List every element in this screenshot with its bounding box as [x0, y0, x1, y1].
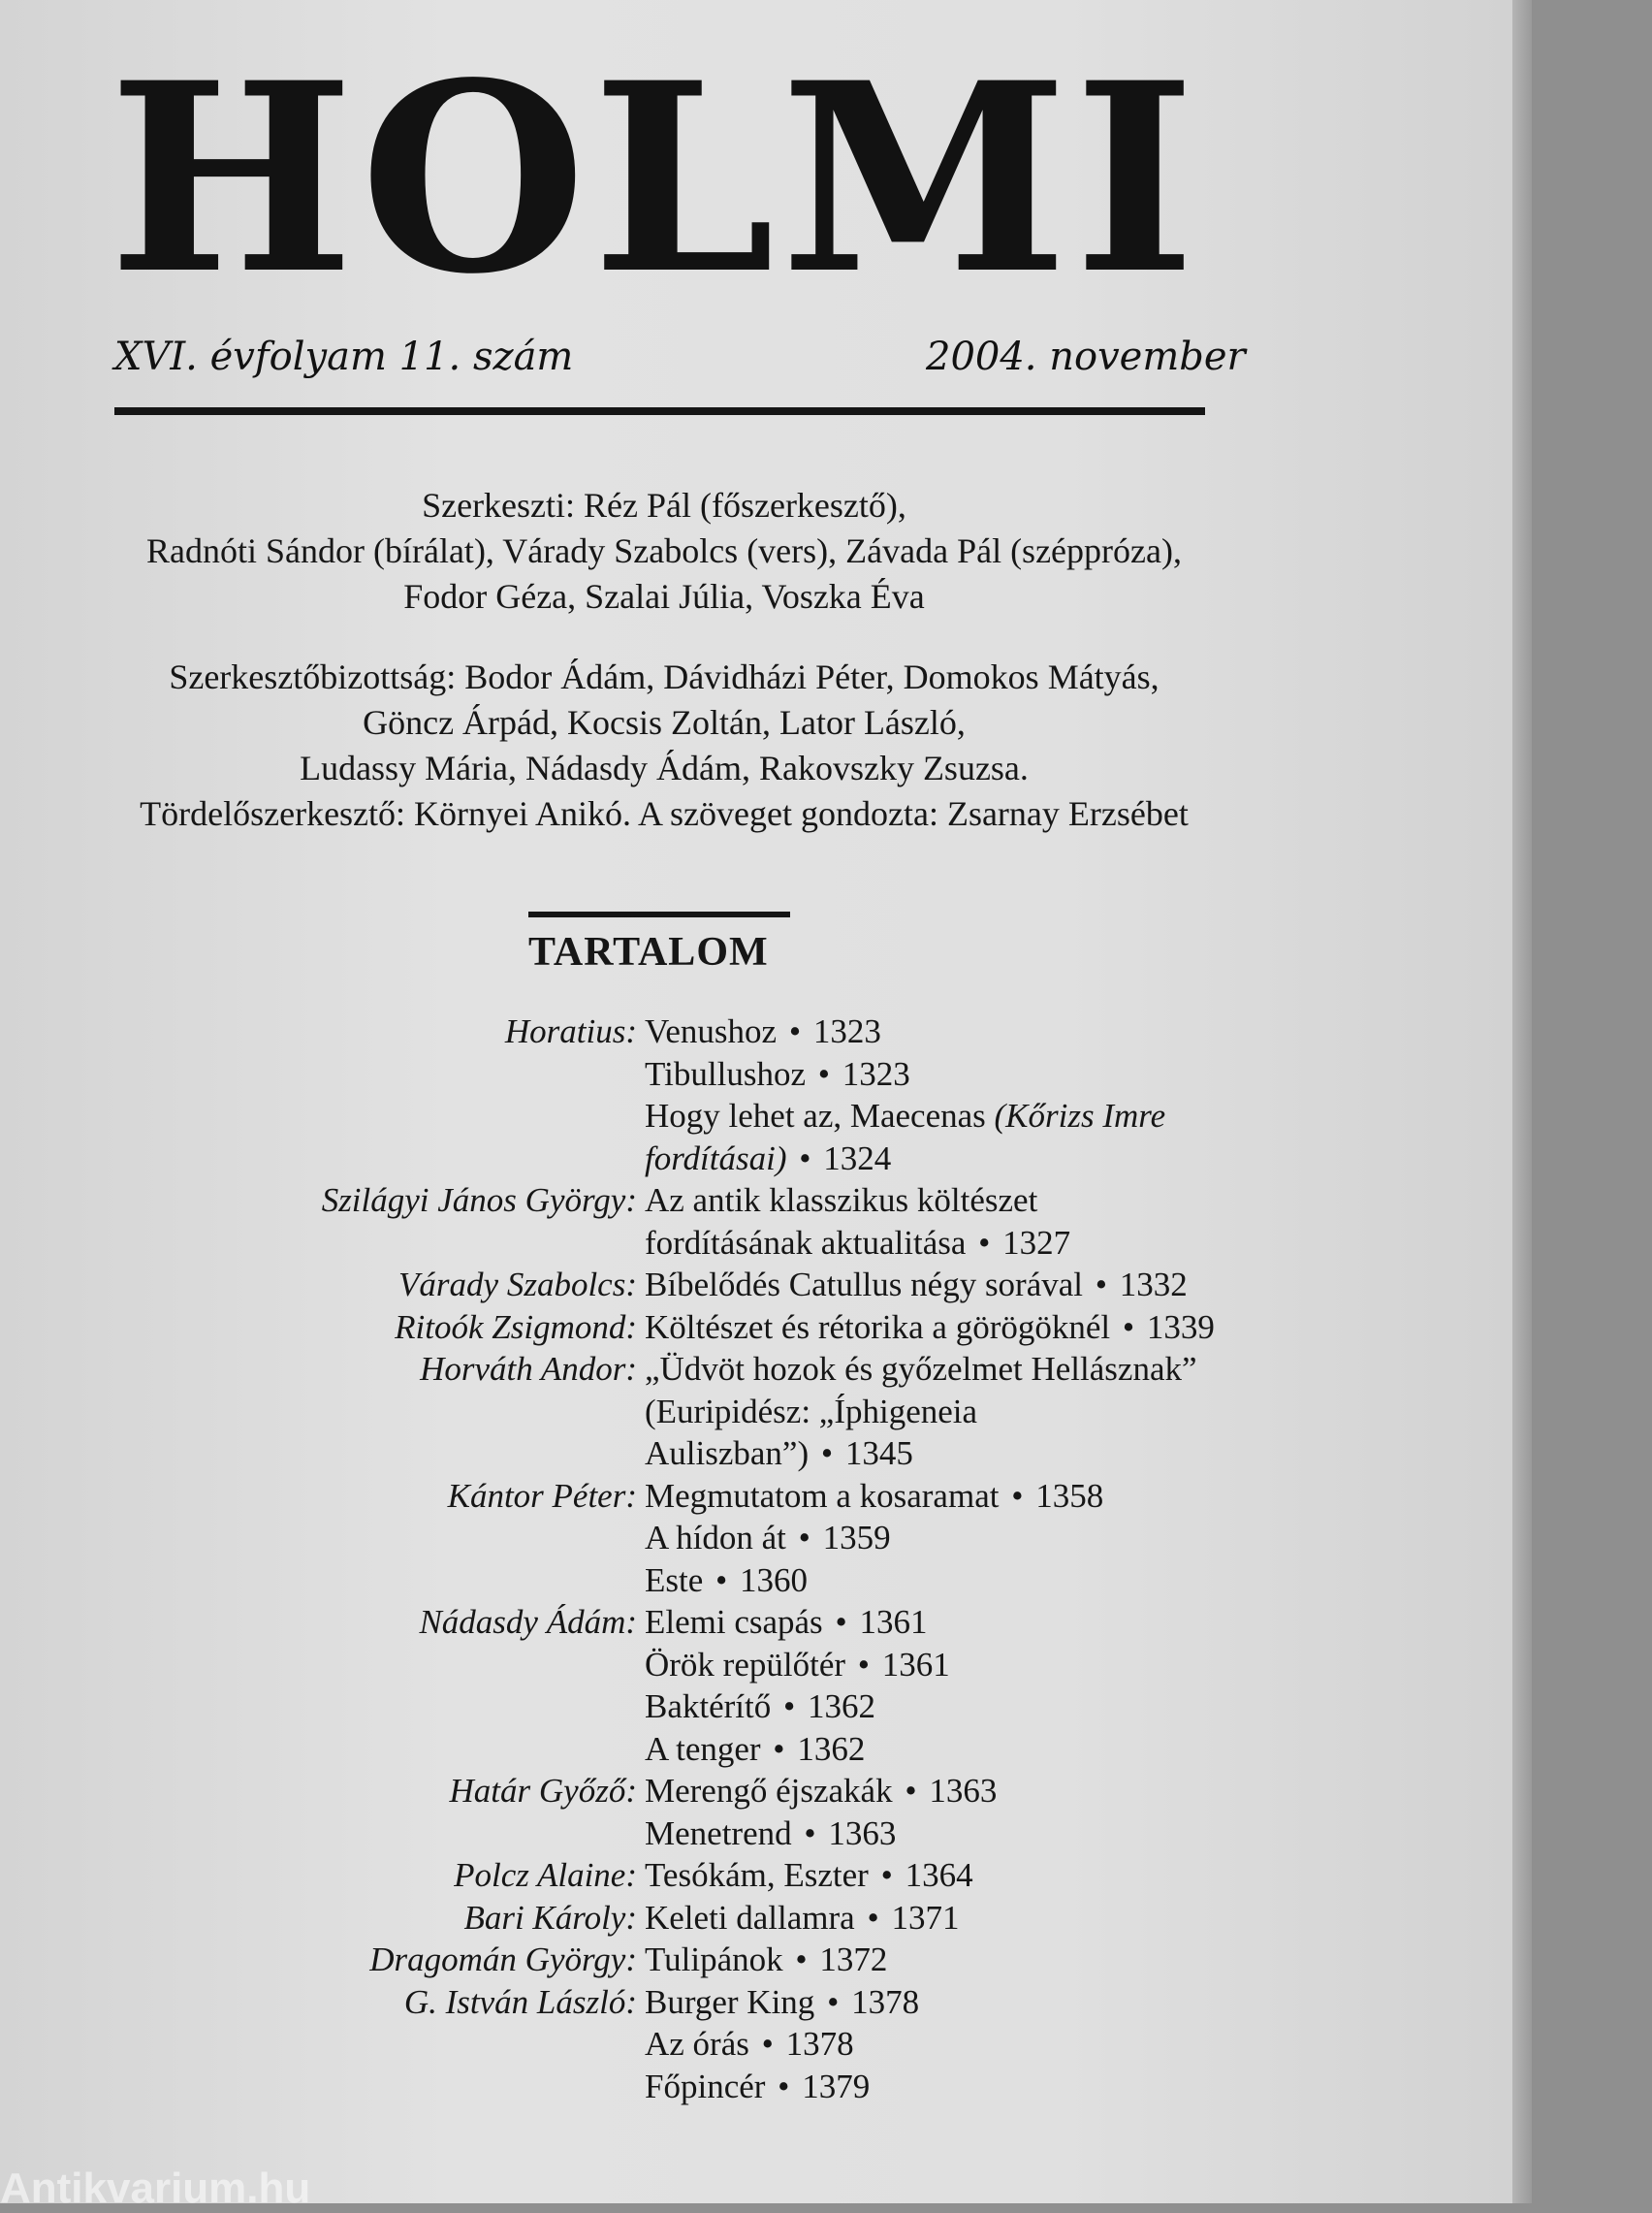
- editors-line: Fodor Géza, Szalai Júlia, Voszka Éva: [403, 577, 925, 616]
- page-number: 1339: [1146, 1307, 1215, 1346]
- bullet-separator: •: [1011, 1476, 1024, 1515]
- work-title: A hídon át: [645, 1519, 786, 1556]
- toc-work-line: [645, 1222, 1382, 1265]
- watermark-text: Antikvarium.hu: [0, 2165, 311, 2212]
- page-number: 1345: [844, 1434, 913, 1472]
- toc-author: Kántor Péter:: [447, 1476, 637, 1515]
- toc-author: Várady Szabolcs:: [398, 1266, 637, 1303]
- page-number: 1364: [905, 1856, 973, 1894]
- toc-entry: [58, 1897, 1396, 1940]
- toc-work-line: [645, 1981, 1382, 2024]
- work-title: Venushoz: [645, 1012, 778, 1050]
- toc-work-line: [645, 1897, 1382, 1940]
- toc-work-line: [645, 1432, 1382, 1475]
- board-block: [39, 655, 1289, 837]
- work-title: Hogy lehet az, Maecenas: [645, 1097, 986, 1135]
- work-title: Tesókám, Eszter: [645, 1856, 869, 1894]
- bullet-separator: •: [880, 1856, 893, 1894]
- toc-entry: [58, 1981, 1396, 2108]
- toc-work-line: [645, 1391, 1382, 1433]
- bullet-separator: •: [1095, 1266, 1108, 1303]
- masthead-rule: [114, 407, 1205, 415]
- toc-work-line: [645, 1053, 1382, 1096]
- board-line: Göncz Árpád, Kocsis Zoltán, Lator László,: [363, 703, 966, 742]
- toc-work-line: [645, 1348, 1382, 1391]
- bullet-separator: •: [798, 1519, 810, 1556]
- work-title: Menetrend: [645, 1813, 792, 1852]
- issue-volume: XVI. évfolyam 11. szám: [114, 335, 574, 379]
- work-title: Baktérítő: [645, 1687, 772, 1725]
- toc-entry: [58, 1475, 1396, 1602]
- toc-work-line: [645, 1601, 1382, 1644]
- toc-works: [645, 1897, 1382, 1940]
- toc-work-line: [645, 1138, 1382, 1180]
- toc-works: [645, 1348, 1382, 1475]
- work-title: Elemi csapás: [645, 1603, 823, 1641]
- bullet-separator: •: [905, 1772, 917, 1810]
- work-title: Bíbelődés Catullus négy sorával: [645, 1266, 1084, 1303]
- bullet-separator: •: [799, 1139, 811, 1177]
- page-number: 1360: [740, 1560, 809, 1599]
- bullet-separator: •: [795, 1940, 808, 1978]
- toc-work-line: [645, 1010, 1382, 1053]
- toc-author: Horatius:: [504, 1012, 637, 1050]
- toc-author: Nádasdy Ádám:: [419, 1603, 637, 1641]
- toc-entry: [58, 1306, 1396, 1349]
- bullet-separator: •: [788, 1012, 802, 1050]
- toc-work-line: [645, 1770, 1382, 1812]
- page-number: 1362: [797, 1729, 866, 1768]
- toc-works: [645, 1179, 1382, 1264]
- page-number: 1323: [842, 1054, 910, 1093]
- bullet-separator: •: [1122, 1307, 1135, 1346]
- toc-entry: [58, 1854, 1396, 1897]
- page-number: 1362: [808, 1687, 876, 1725]
- work-title: Örök repülőtér: [645, 1645, 846, 1684]
- bullet-separator: •: [978, 1223, 991, 1262]
- work-title: Keleti dallamra: [645, 1898, 855, 1937]
- bullet-separator: •: [817, 1054, 830, 1093]
- work-title: „Üdvöt hozok és győzelmet Hellásznak”: [645, 1350, 1197, 1388]
- toc-entry: [58, 1264, 1396, 1306]
- bullet-separator: •: [761, 2025, 774, 2063]
- bullet-separator: •: [835, 1603, 847, 1641]
- work-title: fordításának aktualitása: [645, 1223, 967, 1262]
- toc-entry: [58, 1348, 1396, 1475]
- bullet-separator: •: [867, 1898, 879, 1937]
- toc-author: Dragomán György:: [369, 1940, 637, 1978]
- page-number: 1359: [822, 1519, 891, 1556]
- toc-author: Polcz Alaine:: [454, 1856, 637, 1894]
- work-title: Burger King: [645, 1982, 815, 2021]
- page-number: 1332: [1119, 1266, 1188, 1303]
- toc-work-line: [645, 1728, 1382, 1771]
- work-title: Az órás: [645, 2025, 749, 2063]
- issue-date: 2004. november: [926, 335, 1246, 379]
- bullet-separator: •: [715, 1560, 728, 1599]
- toc-work-line: [645, 1517, 1382, 1559]
- page-number: 1361: [859, 1603, 928, 1641]
- bullet-separator: •: [778, 2067, 790, 2105]
- toc-work-line: [645, 1475, 1382, 1518]
- toc-entry: [58, 1939, 1396, 1981]
- editors-line: Radnóti Sándor (bírálat), Várady Szabolcs (vers), Závada Pál (széppróza),: [146, 531, 1182, 570]
- work-title: Főpincér: [645, 2067, 766, 2105]
- board-line: Szerkesztőbizottság: Bodor Ádám, Dávidházi Péter, Domokos Mátyás,: [169, 657, 1160, 696]
- page-number: 1371: [891, 1898, 960, 1937]
- page-number: 1327: [1002, 1223, 1071, 1262]
- page-number: 1358: [1035, 1476, 1104, 1515]
- work-title: Költészet és rétorika a görögöknél: [645, 1307, 1111, 1346]
- page-edge: [1512, 0, 1532, 2203]
- toc-work-line: [645, 1559, 1382, 1602]
- toc-works: [645, 1939, 1382, 1981]
- toc-work-line: [645, 1854, 1382, 1897]
- bullet-separator: •: [783, 1687, 796, 1725]
- toc-work-line: [645, 2023, 1382, 2066]
- toc-works: [645, 1854, 1382, 1897]
- page-number: 1323: [812, 1012, 881, 1050]
- toc-author: G. István László:: [403, 1982, 637, 2021]
- toc-work-line: [645, 1306, 1382, 1349]
- work-title: Este: [645, 1560, 704, 1599]
- bullet-separator: •: [820, 1434, 834, 1472]
- page-number: 1379: [802, 2067, 871, 2105]
- page-number: 1363: [929, 1772, 998, 1810]
- toc-works: [645, 1264, 1382, 1306]
- work-title: Az antik klasszikus költészet: [645, 1181, 1038, 1219]
- toc-work-line: [645, 1264, 1382, 1306]
- page-number: 1363: [828, 1813, 897, 1852]
- bullet-separator: •: [857, 1645, 871, 1684]
- page-number: 1372: [819, 1940, 888, 1978]
- toc-author: Horváth Andor:: [420, 1350, 637, 1388]
- toc-works: [645, 1010, 1382, 1179]
- table-of-contents: [58, 1010, 1396, 2107]
- editors-block: [39, 483, 1289, 620]
- toc-work-line: [645, 1095, 1382, 1138]
- page-number: 1378: [851, 1982, 920, 2021]
- page-number: 1324: [823, 1139, 892, 1177]
- work-title: Auliszban”): [645, 1434, 810, 1472]
- board-line: Ludassy Mária, Nádasdy Ádám, Rakovszky Zsuzsa.: [300, 749, 1029, 787]
- editors-line: Szerkeszti: Réz Pál (főszerkesztő),: [422, 486, 906, 525]
- work-title: Tibullushoz: [645, 1054, 806, 1093]
- toc-entry: [58, 1010, 1396, 1179]
- work-title: A tenger: [645, 1729, 761, 1768]
- bullet-separator: •: [804, 1813, 816, 1852]
- translator-note: (Kőrizs Imre: [994, 1097, 1166, 1135]
- masthead-title: HOLMI: [109, 29, 1202, 330]
- work-title: Megmutatom a kosaramat: [645, 1476, 1000, 1515]
- toc-author: Bari Károly:: [463, 1898, 637, 1937]
- toc-works: [645, 1981, 1382, 2108]
- toc-work-line: [645, 2066, 1382, 2108]
- page-number: 1378: [785, 2025, 854, 2063]
- toc-author: Szilágyi János György:: [321, 1181, 637, 1219]
- toc-works: [645, 1770, 1382, 1854]
- toc-author: Határ Győző:: [449, 1772, 637, 1810]
- toc-heading: TARTALOM: [528, 930, 769, 975]
- toc-entry: [58, 1179, 1396, 1264]
- translator-note: fordításai): [645, 1139, 787, 1177]
- toc-rule: [528, 912, 790, 917]
- bullet-separator: •: [773, 1729, 785, 1768]
- toc-work-line: [645, 1685, 1382, 1728]
- toc-author: Ritoók Zsigmond:: [395, 1307, 637, 1346]
- toc-work-line: [645, 1812, 1382, 1855]
- work-title: (Euripidész: „Íphigeneia: [645, 1392, 978, 1430]
- toc-work-line: [645, 1939, 1382, 1981]
- toc-work-line: [645, 1644, 1382, 1686]
- toc-works: [645, 1306, 1382, 1349]
- bullet-separator: •: [827, 1982, 840, 2021]
- page-number: 1361: [881, 1645, 950, 1684]
- toc-entry: [58, 1601, 1396, 1770]
- toc-entry: [58, 1770, 1396, 1854]
- toc-works: [645, 1601, 1382, 1770]
- work-title: Tulipánok: [645, 1940, 783, 1978]
- toc-work-line: [645, 1179, 1382, 1222]
- board-line: Tördelőszerkesztő: Környei Anikó. A szöveget gondozta: Zsarnay Erzsébet: [140, 794, 1189, 833]
- toc-works: [645, 1475, 1382, 1602]
- work-title: Merengő éjszakák: [645, 1772, 893, 1810]
